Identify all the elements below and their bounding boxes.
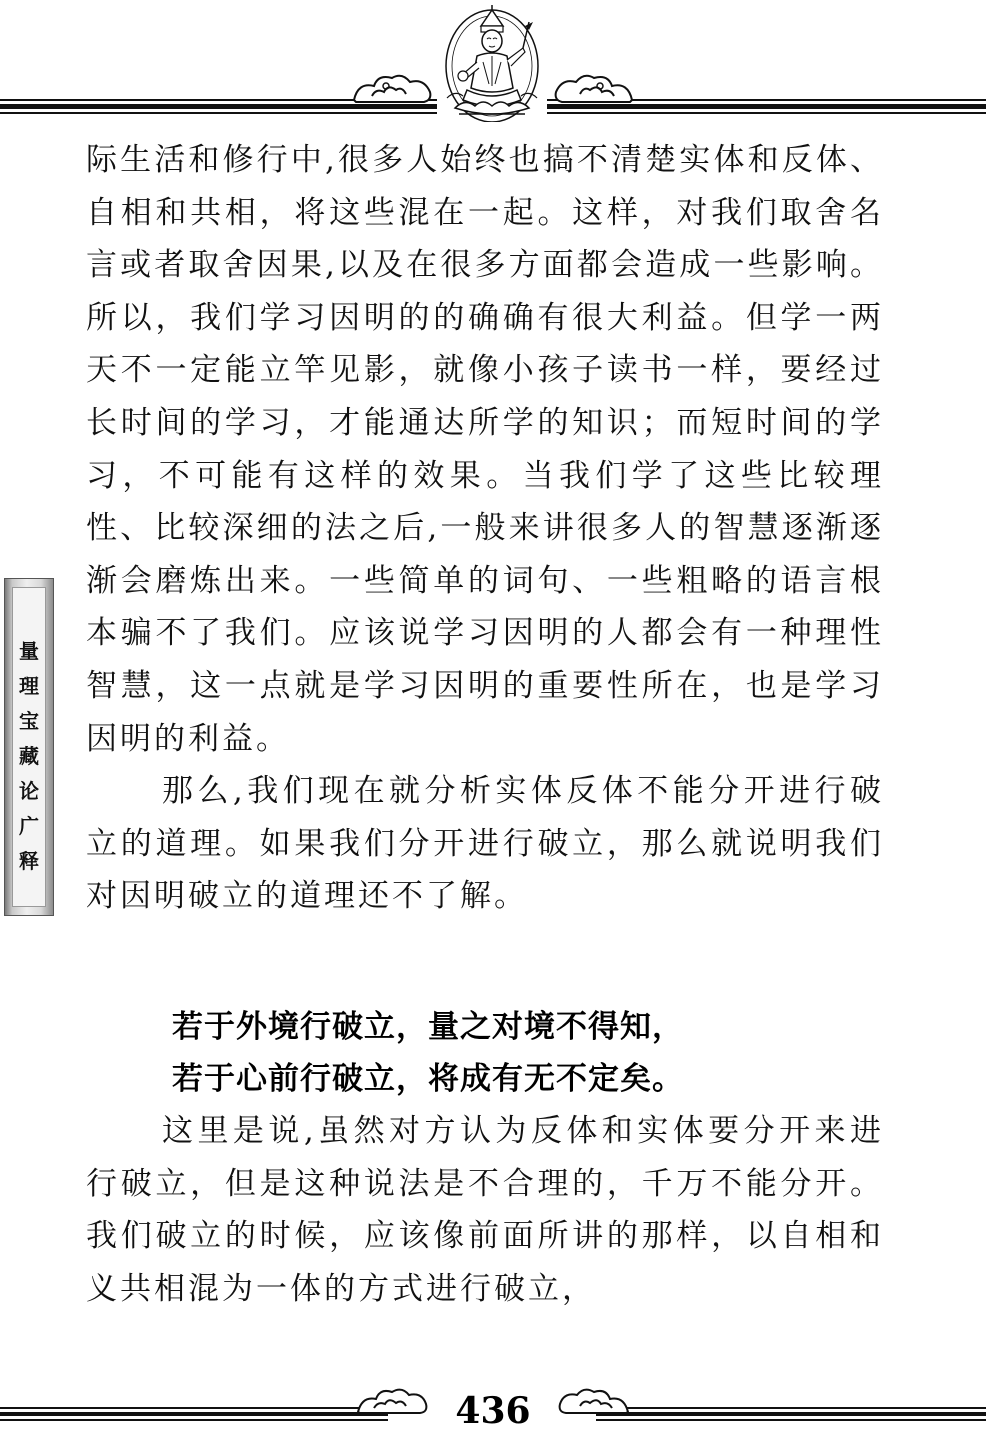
side-tab	[4, 578, 54, 916]
paragraph: 那么,我们现在就分析实体反体不能分开进行破立的道理。如果我们分开进行破立，那么就说明我们对因明破立的道理还不了解。	[86, 773, 884, 915]
footer-rule	[596, 1419, 986, 1421]
cloud-ornament-icon	[552, 72, 636, 106]
footer-rule	[0, 1412, 388, 1416]
book-title-char: 藏	[19, 744, 39, 768]
body-text	[86, 134, 884, 1315]
cloud-ornament-icon	[556, 1386, 632, 1416]
footer-rule	[0, 1407, 388, 1409]
book-title-char: 宝	[19, 709, 39, 733]
verse-line: 若于心前行破立，将成有无不定矣。	[172, 1060, 684, 1097]
page-number: 436	[428, 1389, 558, 1433]
book-title-vertical	[5, 634, 53, 879]
book-title-char: 广	[19, 814, 39, 838]
cloud-ornament-icon	[350, 72, 434, 106]
book-title-char: 论	[19, 779, 39, 803]
book-title-char: 量	[19, 639, 39, 663]
verse-line: 若于外境行破立，量之对境不得知，	[172, 1008, 684, 1045]
cloud-ornament-icon	[354, 1386, 430, 1416]
deity-illustration-icon	[437, 4, 547, 122]
paragraph: 这里是说,虽然对方认为反体和实体要分开来进行破立，但是这种说法是不合理的，千万不能分开。我们破立的时候，应该像前面所讲的那样，以自相和义共相混为一体的方式进行破立，	[86, 1112, 884, 1307]
book-title-char: 释	[19, 849, 39, 873]
footer-rule	[596, 1407, 986, 1409]
paragraph-gap	[86, 923, 884, 1001]
footer-rule	[0, 1419, 388, 1421]
paragraph: 际生活和修行中,很多人始终也搞不清楚实体和反体、自相和共相，将这些混在一起。这样，对我们取舍名言或者取舍因果,以及在很多方面都会造成一些影响。所以，我们学习因明的的确确有很大利益。但学一两天不一定能立竿见影，就像小孩子读书一样，要经过长时间的学习，才能通达所学的知识；而短时间的学习，不可能有这样的效果。当我们学了这些比较理性、比较深细的法之后,一般来讲很多人的智慧逐渐逐渐会磨炼出来。一些简单的词句、一些粗略的语言根本骗不了我们。应该说学习因明的人都会有一种理性智慧，这一点就是学习因明的重要性所在，也是学习因明的利益。	[86, 142, 884, 757]
book-title-char: 理	[19, 674, 39, 698]
footer-rule	[596, 1412, 986, 1416]
